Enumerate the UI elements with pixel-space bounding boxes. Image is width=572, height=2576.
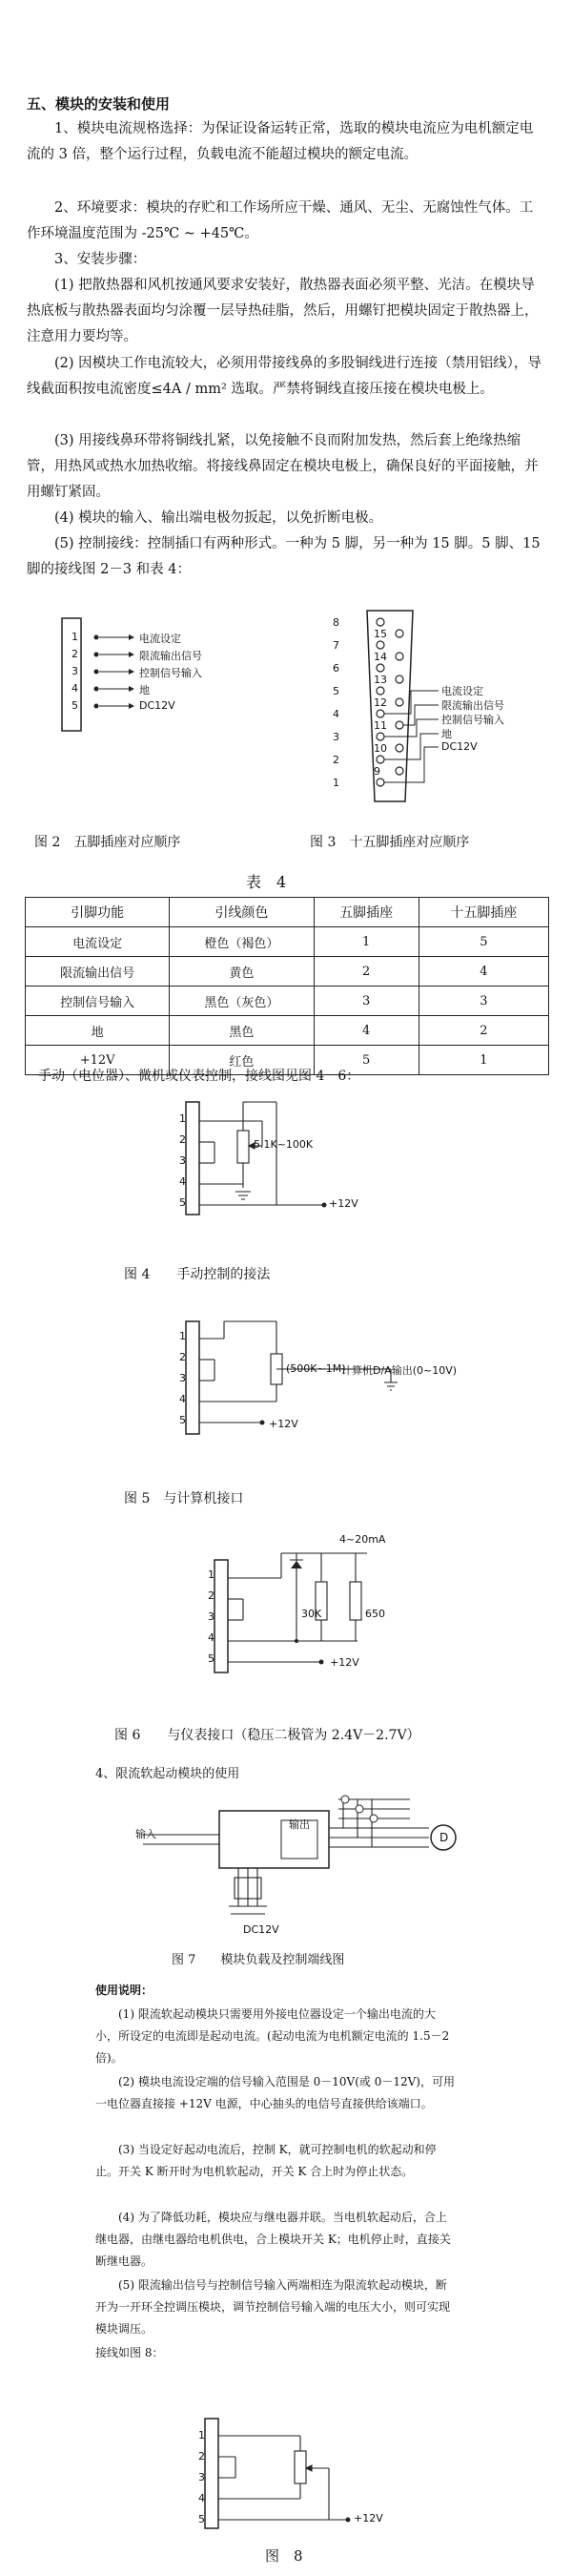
fig6-r2-label: 650 [365,1608,385,1620]
section-title: 五、模块的安装和使用 [27,95,171,113]
fig4-resistor-label: 5.1K~100K [254,1138,314,1151]
table-header-row [26,898,549,927]
paragraph-step-1: (1) 把散热器和风机按通风要求安装好，散热器表面必须平整、光洁。在模块导热底板与散热器表面均匀涂覆一层导热硅脂，然后，用螺钉把模块固定于散热器上，注意用力要均等。 [27,278,539,344]
fig3-caption: 图 3 十五脚插座对应顺序 [310,835,470,850]
table-cell: 控制信号输入 [26,987,170,1016]
fig3-pin-4: 4 [333,708,339,720]
fig3-pin-2: 2 [333,754,339,766]
fig7-input-label: 输入 [135,1828,156,1840]
paragraph-step-5: (5) 控制接线：控制插口有两种形式。一种为 5 脚，另一种为 15 脚。5 脚、15 脚的接线图 2－3 和表 4： [27,536,541,577]
fig5-pin-3: 3 [179,1372,186,1384]
fig2-label-current-set: 电流设定 [139,633,181,645]
table-row [26,987,549,1016]
figure-7-diagram [143,1782,467,1949]
figure-8-diagram [195,2409,405,2552]
fig2-caption: 图 2 五脚插座对应顺序 [34,835,181,850]
table-cell: 黄色 [170,957,314,987]
paragraph-environment: 2、环境要求：模块的存贮和工作场所应干燥、通风、无尘、无腐蚀性气体。工作环境温度范围为 -25℃ ~ +45℃。 [27,200,534,241]
table-cell: 黑色 [170,1016,314,1046]
fig4-caption: 图 4 手动控制的接法 [124,1267,271,1282]
table-cell: 地 [26,1016,170,1046]
usage-item-3: (3) 当设定好起动电流后，控制 K，就可控制电机的软起动和停止。开关 K 断开时为电机软起动，开关 K 合上时为停止状态。 [95,2143,437,2178]
paragraph-install-steps: 3、安装步骤： [54,252,147,267]
usage-wiring-note: 接线如图 8： [95,2346,164,2359]
fig8-caption: 图 8 [265,2547,303,2565]
table-cell: 橙色（褐色） [170,927,314,957]
fig6-pin-2: 2 [208,1589,214,1602]
fig6-caption: 图 6 与仪表接口（稳压二极管为 2.4V－2.7V） [114,1728,420,1743]
fig3-label-ground: 地 [441,728,452,740]
table-cell: 4 [419,957,548,987]
figure-6-diagram [205,1546,415,1717]
manual-control-text: 手动（电位器）、微机或仪表控制，接线图见图 4－6： [38,1069,360,1084]
fig5-caption: 图 5 与计算机接口 [124,1491,244,1506]
table-cell: 3 [419,987,548,1016]
fig4-pin-4: 4 [179,1175,186,1188]
fig4-pin-1: 1 [179,1112,186,1125]
fig2-pin-2: 2 [72,648,78,660]
paragraph-current-spec: 1、模块电流规格选择：为保证设备运转正常，选取的模块电流应为电机额定电流的 3 倍，整个运行过程，负载电流不能超过模块的额定电流。 [27,121,534,162]
table-cell: 4 [314,1016,419,1046]
fig6-r1-label: 30K [301,1608,322,1620]
table-header: 五脚插座 [314,898,419,927]
fig7-motor-label: D [439,1831,449,1844]
fig3-label-limit-output: 限流输出信号 [441,699,504,712]
fig2-pin-1: 1 [72,631,78,643]
table-cell: 5 [419,927,548,957]
fig4-pin-5: 5 [179,1196,186,1209]
fig2-label-control-input: 控制信号输入 [139,667,202,679]
fig6-pin-3: 3 [208,1610,214,1623]
fig3-pin-15: 15 [374,628,387,640]
fig3-pin-10: 10 [374,742,387,755]
table-cell: 黑色（灰色） [170,987,314,1016]
usage-item-4: (4) 为了降低功耗，模块应与继电器并联。当电机软起动后，合上继电器，由继电器给电机供电，合上模块开关 K；电机停止时，直接关断继电器。 [95,2211,451,2268]
fig4-pin-2: 2 [179,1133,186,1146]
usage-item-2: (2) 模块电流设定端的信号输入范围是 0－10V(或 0－12V)，可用一电位器直接接 +12V 电源，中心抽头的电信号直接供给该端口。 [95,2075,455,2110]
table-cell: 2 [419,1016,548,1046]
fig3-pin-14: 14 [374,651,387,663]
fig2-label-dc12v: DC12V [139,699,175,712]
fig8-pin-3: 3 [198,2471,205,2483]
fig5-pin-5: 5 [179,1414,186,1426]
fig4-supply-label: +12V [329,1197,358,1210]
fig6-supply-label: +12V [330,1656,359,1669]
table-row [26,1016,549,1046]
fig3-pin-13: 13 [374,674,387,686]
usage-item-1: (1) 限流软起动模块只需要用外接电位器设定一个输出电流的大小，所设定的电流即是起动电流。(起动电流为电机额定电流的 1.5－2 倍)。 [95,2007,450,2065]
fig3-label-dc12v: DC12V [441,740,478,753]
table-cell: 5 [314,1046,419,1075]
fig6-current-label: 4~20mA [339,1533,386,1546]
fig8-pin-5: 5 [198,2513,205,2525]
fig2-label-limit-output: 限流输出信号 [139,650,202,662]
fig5-computer-label: 计算机D/A输出(0~10V) [341,1364,458,1377]
fig2-pin-3: 3 [72,665,78,677]
fig7-dc-label: DC12V [243,1923,279,1936]
fig8-pin-2: 2 [198,2450,205,2462]
fig3-pin-1: 1 [333,777,339,789]
fig5-resistor-label: (500K~1M) [286,1362,346,1375]
fig3-pin-8: 8 [333,616,339,629]
fig2-pin-5: 5 [72,699,78,712]
table-header: 引脚功能 [26,898,170,927]
paragraph-step-4: (4) 模块的输入、输出端电极勿扳起，以免折断电极。 [54,510,383,526]
soft-start-title: 4、限流软起动模块的使用 [95,1767,240,1781]
fig2-pin-row [94,634,135,640]
table-cell: 3 [314,987,419,1016]
table-cell: 电流设定 [26,927,170,957]
table4-title: 表 4 [246,873,287,891]
fig6-pin-4: 4 [208,1631,214,1644]
fig8-supply-label: +12V [354,2512,383,2524]
table-header: 十五脚插座 [419,898,548,927]
table-row [26,927,549,957]
fig3-pin-7: 7 [333,639,339,652]
fig3-label-current-set: 电流设定 [441,685,483,697]
fig3-pin-6: 6 [333,662,339,675]
fig5-pin-4: 4 [179,1393,186,1405]
fig4-pin-3: 3 [179,1154,186,1167]
fig3-pin-12: 12 [374,696,387,709]
figure-3-diagram [338,599,453,809]
fig5-supply-label: +12V [269,1418,298,1430]
fig3-pin-5: 5 [333,685,339,697]
fig3-label-control-input: 控制信号输入 [441,714,504,726]
fig3-pin-11: 11 [374,719,387,732]
fig8-pin-4: 4 [198,2492,205,2504]
fig3-pin-3: 3 [333,731,339,743]
table-row [26,957,549,987]
table-cell: +12V [26,1046,170,1075]
paragraph-step-2: (2) 因模块工作电流较大，必须用带接线鼻的多股铜线进行连接（禁用铝线），导线截面积按电流密度≤4A / mm² 选取。严禁将铜线直接压接在模块电极上。 [27,356,541,397]
table-header: 引线颜色 [170,898,314,927]
table-cell: 限流输出信号 [26,957,170,987]
usage-title: 使用说明： [95,1984,153,1997]
fig6-pin-5: 5 [208,1652,214,1665]
fig5-pin-1: 1 [179,1330,186,1342]
fig7-caption: 图 7 模块负载及控制端线图 [172,1953,345,1967]
fig8-pin-1: 1 [198,2429,205,2441]
fig2-pin-4: 4 [72,682,78,695]
table-cell: 2 [314,957,419,987]
fig3-pin-9: 9 [374,765,380,778]
table-cell: 红色 [170,1046,314,1075]
figure-5-diagram [176,1312,424,1474]
pin-table [25,897,549,1075]
fig7-output-label: 输出 [289,1818,310,1831]
usage-item-5: (5) 限流输出信号与控制信号输入两端相连为限流软起动模块，断开为一开环全控调压模块，调节控制信号输入端的电压大小，则可实现模块调压。 [95,2278,451,2336]
fig2-label-ground: 地 [139,684,150,696]
table-cell: 1 [419,1046,548,1075]
paragraph-step-3: (3) 用接线鼻环带将铜线扎紧，以免接触不良而附加发热，然后套上绝缘热缩管，用热风或热水加热收缩。将接线鼻固定在模块电极上，确保良好的平面接触，并用螺钉紧固。 [27,433,539,500]
fig5-pin-2: 2 [179,1351,186,1363]
fig6-pin-1: 1 [208,1568,214,1581]
figure-4-diagram [176,1092,386,1255]
table-cell: 1 [314,927,419,957]
